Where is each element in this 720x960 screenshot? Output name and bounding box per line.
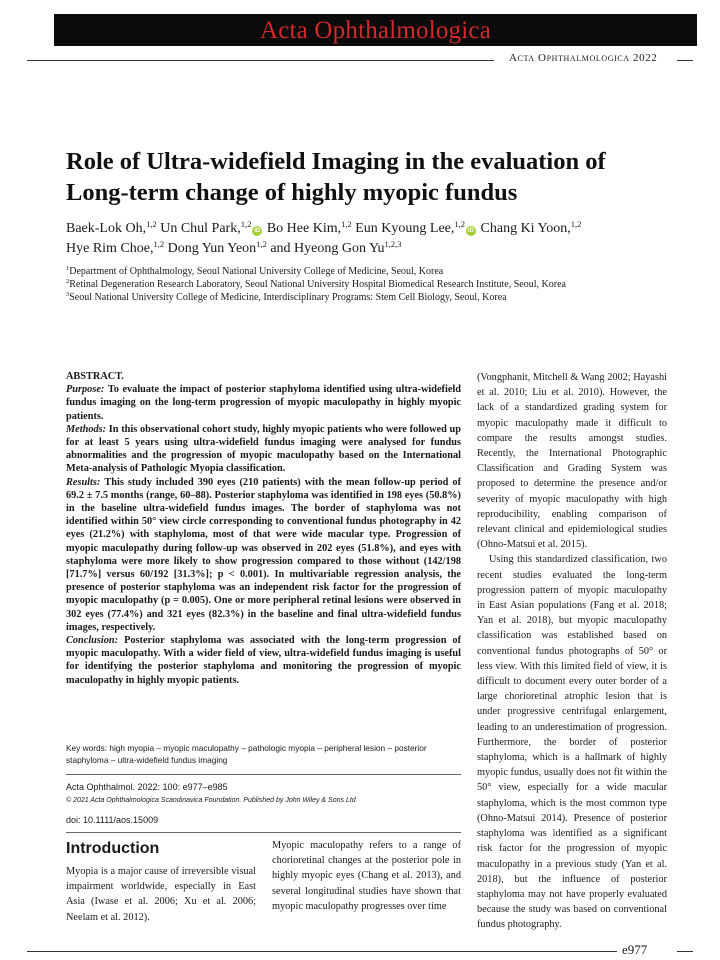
divider — [66, 832, 461, 833]
journal-citation: Acta Ophthalmol. 2022: 100: e977–e985 — [66, 782, 228, 792]
affiliation: $^2$Retinal Degeneration Research Laboratory, Seoul National University Hospital Biomedical Research Institute, Seoul, Korea — [66, 278, 566, 290]
author[interactable]: Chang Ki Yoon,$^{1,2}$ — [480, 219, 582, 236]
footer-rule — [27, 951, 617, 952]
abstract — [66, 370, 461, 687]
right-column — [477, 370, 667, 933]
doi-link[interactable]: doi: 10.1111/aos.15009 — [66, 815, 159, 825]
footer-rule-right — [677, 951, 693, 952]
author[interactable]: Un Chul Park,$^{1,2}$ — [160, 219, 252, 236]
author[interactable]: Baek-Lok Oh,$^{1,2}$ — [66, 219, 157, 236]
intro-paragraph-continued: Myopic maculopathy refers to a range of chorioretinal changes at the posterior pole in highly myopic eyes (Chang et al. 2013), and several longitudinal studies have shown that myopic maculopathy progresses over time — [272, 840, 461, 912]
page-number: e977 — [622, 942, 648, 957]
author[interactable]: Dong Yun Yeon$^{1,2}$ — [167, 239, 267, 256]
body-paragraph: Using this standardized classification, two recent studies evaluated the long-term progression pattern of myopic maculopathy in East Asian populations (Fang et al. 2018; Yan et al. 2018), but myopic maculopathy classification was established based on conventional fundus photographs of 50° or less view. With this limited field of view, it is difficult to document every outer border of a large chorioretinal atrophic lesion that is under progressive centrifugal enlargement, leading to an underestimation of progression. Furthermore, the border of posterior staphyloma, which is a hallmark of highly myopic fundus, usually does not fit within the 50° view, especially for a wide macular staphyloma, which is the most common type (Ohno-Matsui 2014). Presence of posterior staphyloma was identified as a significant risk factor for the progression of myopic maculopathy in a previous study (Yan et al. 2018), but the influence of posterior staphyloma may not have properly evaluated because the study was based on conventional fundus photography. — [477, 554, 667, 931]
abstract-methods: Methods: In this observational cohort study, highly myopic patients who were followed up for at least 5 years using ultra-widefield fundus imaging were analysed for fundus abnormalities and the progression of myopic maculopathy based on the International Meta-analysis of Pathologic Myopia classification. — [66, 423, 461, 475]
orcid-icon[interactable]: iD — [254, 228, 261, 234]
author[interactable]: Hye Rim Choe,$^{1,2}$ — [66, 239, 165, 256]
running-head: Acta Ophthalmologica 2022 — [509, 52, 658, 64]
abstract-heading: ABSTRACT. — [66, 371, 124, 382]
affiliation: $^3$Seoul National University College of Medicine, Interdisciplinary Programs: Stem Cell Biology, Seoul, Korea — [66, 291, 507, 303]
running-head-rule-right — [677, 60, 693, 61]
divider — [66, 774, 461, 775]
affiliations — [66, 265, 706, 304]
section-heading-introduction: Introduction — [66, 840, 160, 857]
abstract-conclusion: Conclusion: Posterior staphyloma was associated with the long-term progression of myopic maculopathy. With a wider field of view, ultra-widefield fundus imaging is useful for identifying the posterior staphyloma and monitoring the progression of myopic maculopathy in highly myopic patients. — [66, 635, 461, 686]
intro-paragraph: Myopia is a major cause of irreversible visual impairment worldwide, especially in East Asia (Iwase et al. 2006; Xu et al. 2006; Neelam et al. 2012). — [66, 866, 256, 923]
orcid-icon[interactable]: iD — [468, 228, 475, 234]
affiliation: $^1$Department of Ophthalmology, Seoul National University College of Medicine, Seoul, Korea — [66, 265, 444, 277]
paper-title: Role of Ultra-widefield Imaging in the evaluation of Long-term change of highly myopic fundus — [66, 148, 606, 206]
running-head-rule — [27, 60, 494, 61]
author[interactable]: Eun Kyoung Lee,$^{1,2}$ — [355, 219, 466, 236]
abstract-results: Results: This study included 390 eyes (210 patients) with the mean follow-up period of 69.2 ± 7.5 months (range, 60–88). Posterior staphyloma was identified in 198 eyes (50.8%) in the baseline ultra-widefield fundus images. The border of staphyloma was not identified within 50° view circle corresponding to conventional fundus photography in 42 eyes (21.2%) with staphyloma, most of that were wide macular type. Progression of myopic maculopathy during follow-up was observed in 202 eyes (51.8%), and eyes with staphyloma were more likely to show progression compared to those without (142/198 [71.7%] versus 60/192 [31.3%]; p < 0.001). In multivariable regression analysis, the presence of posterior staphyloma was an independent risk factor for the progression of myopic maculopathy (p = 0.005). One or more peripheral retinal lesions were observed in 302 eyes (77.4%) and 321 eyes (82.3%) in the baseline and final ultra-widefield fundus images, respectively. — [66, 476, 462, 633]
abstract-purpose: Purpose: To evaluate the impact of posterior staphyloma identified using ultra-widefield fundus imaging on the long-term progression of myopic maculopathy in highly myopic patients. — [66, 384, 461, 422]
author-list — [66, 219, 666, 259]
author[interactable]: and Hyeong Gon Yu$^{1,2,3}$ — [270, 239, 402, 256]
keywords: Key words: high myopia – myopic maculopathy – pathologic myopia – peripheral lesion – posterior staphyloma – ultra-widefield fundus imaging — [66, 743, 427, 765]
author[interactable]: Bo Hee Kim,$^{1,2}$ — [266, 219, 352, 236]
copyright-notice: © 2021 Acta Ophthalmologica Scandinavica Foundation. Published by John Wiley & Sons Ltd — [66, 797, 356, 804]
journal-name: Acta Ophthalmologica — [259, 17, 491, 44]
body-paragraph: (Vongphanit, Mitchell & Wang 2002; Hayashi et al. 2010; Liu et al. 2010). However, the lack of a standardized grading system for myopic maculopathy made it difficult to compare the results amongst studies. Recently, the International Photographic Classification and Grading System was proposed to determine the presence and/or severity of myopic maculopathy with high reproducibility, enabling comparison of relevant clinical and epidemiological studies (Ohno-Matsui et al. 2015). — [477, 372, 667, 551]
